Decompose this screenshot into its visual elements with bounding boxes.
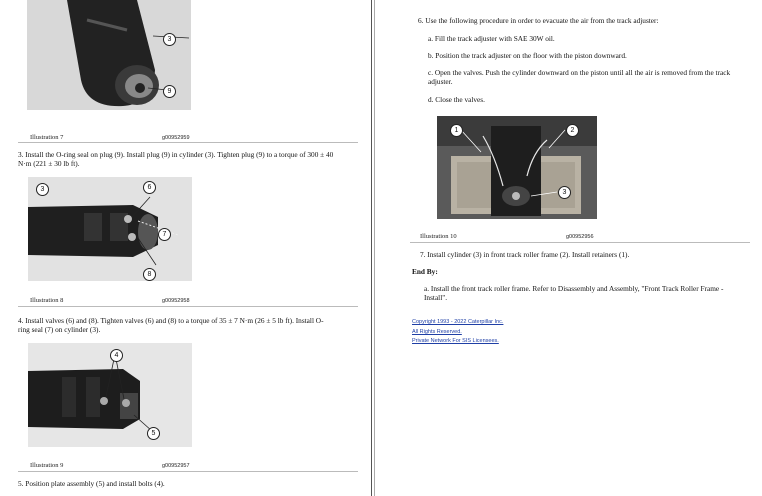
callout-4: 4 — [110, 349, 123, 362]
page-divider — [371, 0, 372, 496]
step-3-text: 3. Install the O-ring seal on plug (9). Install plug (9) in cylinder (3). Tighten plug (9) to a torque of 300 ± 40 N·m (221 ± 30 lb ft). — [18, 150, 334, 168]
illustration-10-id: g00952956 — [566, 234, 594, 240]
step-5-text: 5. Position plate assembly (5) and install bolts (4). — [18, 479, 165, 488]
page-divider-shadow — [374, 0, 375, 496]
callout-3: 3 — [163, 33, 176, 46]
callout-6: 6 — [143, 181, 156, 194]
callout-1: 1 — [450, 124, 463, 137]
rule — [18, 306, 358, 307]
step-6c-text: c. Open the valves. Push the cylinder downward on the piston until all the air is removed from the track adjuster. — [428, 68, 731, 86]
callout-9: 9 — [163, 85, 176, 98]
illustration-10-caption: Illustration 10 — [420, 233, 457, 240]
private-network-link[interactable]: Private Network For SIS Licensees. — [412, 338, 499, 344]
callout-7: 7 — [158, 228, 171, 241]
end-by-heading: End By: — [412, 267, 438, 276]
callout-8: 8 — [143, 268, 156, 281]
callout-5: 5 — [147, 427, 160, 440]
callout-3: 3 — [36, 183, 49, 196]
rights-link[interactable]: All Rights Reserved. — [412, 329, 462, 335]
rule — [18, 471, 358, 472]
step-6b-text: b. Position the track adjuster on the floor with the piston downward. — [428, 51, 627, 60]
step-6-text: 6. Use the following procedure in order to evacuate the air from the track adjuster: — [418, 16, 659, 25]
step-4-text: 4. Install valves (6) and (8). Tighten valves (6) and (8) to a torque of 35 ± 7 N·m (26 ± 5 lb ft). Install O-ring seal (7) on cylinder (3). — [18, 316, 324, 334]
copyright-link[interactable]: Copyright 1993 - 2022 Caterpillar Inc. — [412, 319, 504, 325]
end-by-step-a: a. Install the front track roller frame. Refer to Disassembly and Assembly, "Front Track Roller Frame - Install". — [424, 284, 724, 302]
illustration-7-id: g00952959 — [162, 135, 190, 141]
rule — [410, 242, 750, 243]
step-6a-text: a. Fill the track adjuster with SAE 30W oil. — [428, 34, 555, 43]
callout-3: 3 — [558, 186, 571, 199]
rule — [18, 142, 358, 143]
illustration-8-caption: Illustration 8 — [30, 297, 64, 304]
step-6d-text: d. Close the valves. — [428, 95, 485, 104]
step-7-text: 7. Install cylinder (3) in front track roller frame (2). Install retainers (1). — [420, 250, 630, 259]
illustration-7-caption: Illustration 7 — [30, 134, 64, 141]
callout-2: 2 — [566, 124, 579, 137]
illustration-9-caption: Illustration 9 — [30, 462, 64, 469]
illustration-8-id: g00952958 — [162, 298, 190, 304]
illustration-9-id: g00952957 — [162, 463, 190, 469]
